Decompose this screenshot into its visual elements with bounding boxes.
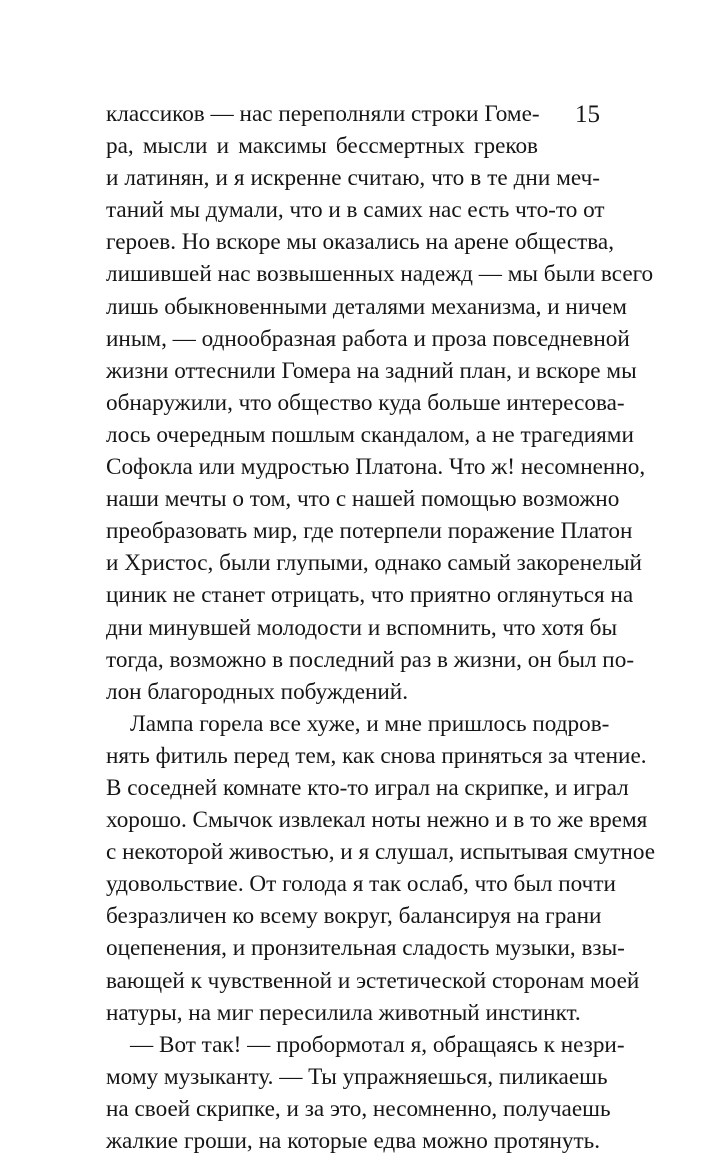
text-line: классиков — нас переполняли строки Гоме- bbox=[106, 101, 540, 127]
text-line: и латинян, и я искренне считаю, что в те дни меч- bbox=[106, 165, 600, 192]
text-line: циник не станет отрицать, что приятно оглянуться на bbox=[106, 582, 634, 609]
text-line: оцепенения, и пронзительная сладость музыки, взы- bbox=[106, 935, 625, 962]
body-text bbox=[106, 98, 655, 1157]
text-line: лось очередным пошлым скандалом, а не трагедиями bbox=[106, 421, 634, 448]
text-line: преобразовать мир, где потерпели поражение Платон bbox=[106, 518, 633, 545]
text-line: наши мечты о том, что с нашей помощью возможно bbox=[106, 486, 620, 513]
text-line: героев. Но вскоре мы оказались на арене общества, bbox=[106, 229, 614, 256]
text-line: вающей к чувственной и эстетической сторонам моей bbox=[106, 967, 640, 994]
page-number: 15 bbox=[575, 101, 600, 128]
text-line: безразличен ко всему вокруг, балансируя на грани bbox=[106, 903, 602, 930]
text-line: лишь обыкновенными деталями механизма, и ничем bbox=[106, 293, 627, 320]
text-line: иным, — однообразная работа и проза повседневной bbox=[106, 325, 630, 352]
text-line: лишившей нас возвышенных надежд — мы были всего bbox=[106, 261, 654, 288]
text-line: тогда, возможно в последний раз в жизни, он был по- bbox=[106, 646, 635, 673]
text-line: Софокла или мудростью Платона. Что ж! несомненно, bbox=[106, 454, 646, 481]
text-line: В соседней комнате кто-то играл на скрипке, и играл bbox=[106, 774, 629, 801]
text-line: на своей скрипке, и за это, несомненно, получаешь bbox=[106, 1095, 611, 1122]
text-line: мому музыканту. — Ты упражняешься, пиликаешь bbox=[106, 1063, 608, 1090]
text-line: жизни оттеснили Гомера на задний план, и вскоре мы bbox=[106, 357, 637, 384]
text-line: и Христос, были глупыми, однако самый закоренелый bbox=[106, 550, 642, 577]
text-line: таний мы думали, что и в самих нас есть что-то от bbox=[106, 197, 605, 224]
text-line: жалкие гроши, на которые едва можно протянуть. bbox=[106, 1128, 600, 1154]
text-line: натуры, на миг пересилила животный инстинкт. bbox=[106, 999, 581, 1026]
text-line: нять фитиль перед тем, как снова приняться за чтение. bbox=[106, 742, 647, 769]
text-line: — Вот так! — пробормотал я, обращаясь к незри- bbox=[130, 1031, 625, 1058]
text-line: удовольствие. От голода я так ослаб, что был почти bbox=[106, 871, 616, 898]
text-line: ра, мысли и максимы бессмертных греков bbox=[106, 133, 538, 160]
text-line: лон благородных побуждений. bbox=[106, 678, 409, 705]
text-line: с некоторой живостью, и я слушал, испытывая смутное bbox=[106, 839, 655, 866]
text-line: обнаружили, что общество куда больше интересова- bbox=[106, 389, 625, 416]
text-line: хорошо. Смычок извлекал ноты нежно и в то же время bbox=[106, 807, 648, 834]
text-line: Лампа горела все хуже, и мне пришлось подров- bbox=[130, 710, 610, 737]
text-line: дни минувшей молодости и вспомнить, что хотя бы bbox=[106, 614, 618, 641]
